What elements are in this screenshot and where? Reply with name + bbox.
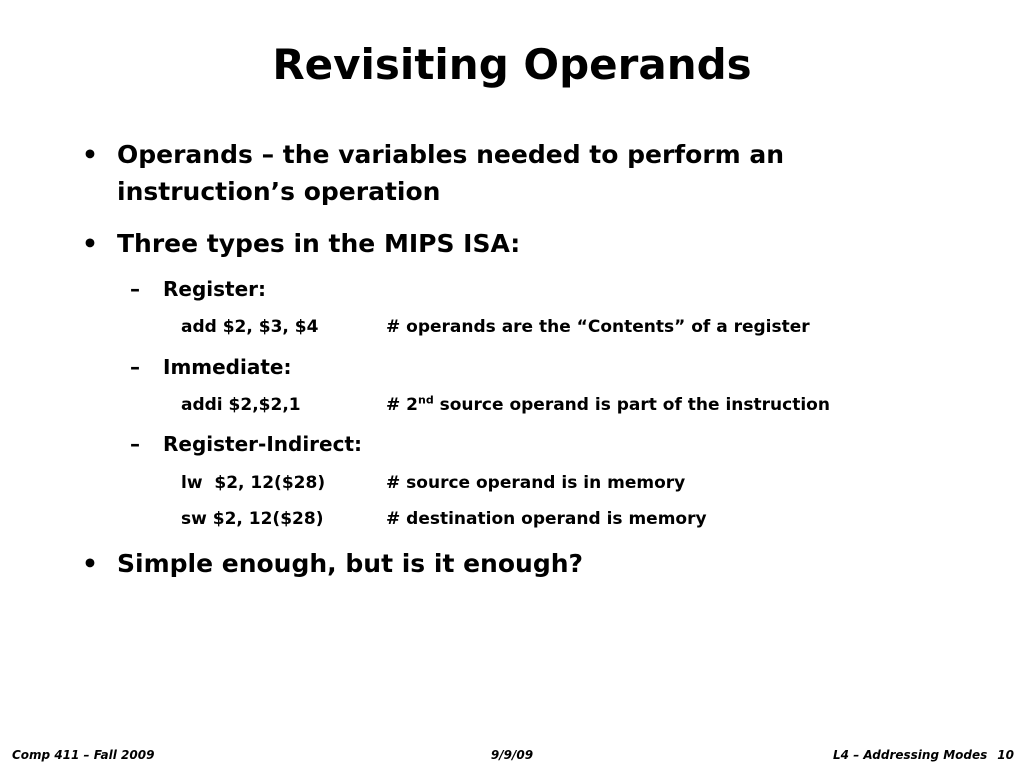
example-code: lw $2, 12($28) [181,473,326,493]
bullet-text-line-2: instruction’s operation [117,177,441,206]
bullet-three-types [82,225,837,262]
example-comment-prefix: # 2 [386,395,418,415]
sub-bullet-marker: – [130,277,140,301]
bullet-operands-definition [82,136,837,210]
footer-lecture-title: L4 – Addressing Modes [833,748,988,762]
bullet-simple-enough [82,545,837,582]
sub-bullet-register [130,274,266,304]
bullet-marker: • [82,140,98,169]
example-code: sw $2, 12($28) [181,509,324,529]
example-immediate [181,392,830,418]
example-comment: # operands are the “Contents” of a register [386,317,810,337]
sub-bullet-register-indirect [130,429,362,459]
example-comment [386,392,830,418]
example-comment-suffix: source operand is part of the instruction [433,395,830,415]
example-comment-superscript: nd [418,393,434,407]
footer-page-number: 10 [997,748,1014,762]
example-comment: # destination operand is memory [386,509,707,529]
slide-title: Revisiting Operands [272,40,752,89]
footer-course: Comp 411 – Fall 2009 [12,748,155,762]
bullet-text [117,136,837,210]
example-store-word [181,506,707,532]
example-code: add $2, $3, $4 [181,317,319,337]
sub-bullet-label: Immediate: [163,355,292,379]
sub-bullet-label: Register-Indirect: [163,432,363,456]
example-register [181,314,810,340]
sub-bullet-marker: – [130,355,140,379]
sub-bullet-immediate [130,352,291,382]
sub-bullet-label: Register: [163,277,267,301]
footer-lecture [833,746,1014,764]
bullet-text: Simple enough, but is it enough? [117,549,584,578]
bullet-text: Three types in the MIPS ISA: [117,229,521,258]
bullet-marker: • [82,549,98,578]
bullet-text-line-1: Operands – the variables needed to perform an [117,140,785,169]
example-load-word [181,470,685,496]
example-code: addi $2,$2,1 [181,395,301,415]
sub-bullet-marker: – [130,432,140,456]
bullet-marker: • [82,229,98,258]
example-comment: # source operand is in memory [386,473,686,493]
footer-date: 9/9/09 [490,748,534,762]
